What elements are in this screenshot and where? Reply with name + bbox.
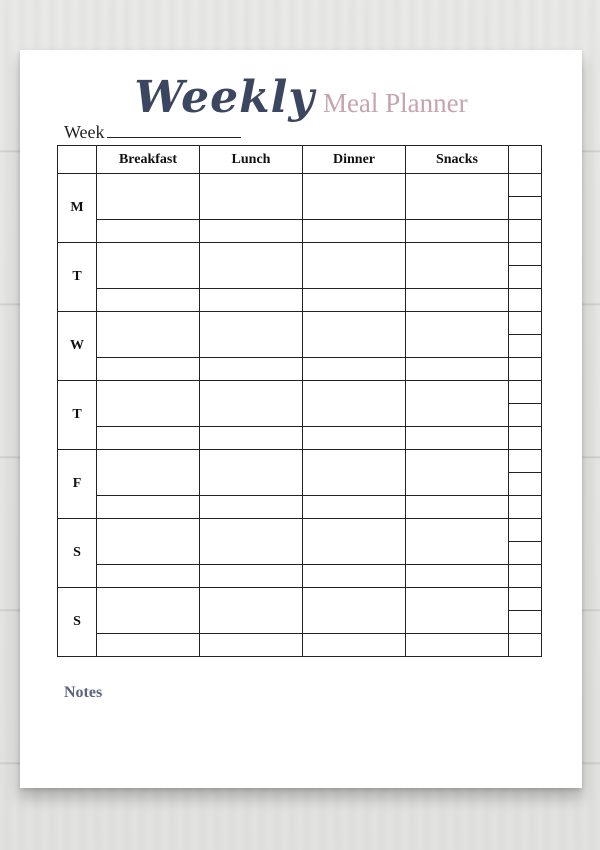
lunch-cell-lower[interactable] <box>200 427 303 450</box>
meal-grid <box>57 145 542 657</box>
day-label: M <box>58 174 97 243</box>
dinner-cell-lower[interactable] <box>303 358 406 381</box>
lunch-cell-lower[interactable] <box>200 565 303 588</box>
day-label: S <box>58 588 97 657</box>
check-cell[interactable] <box>509 220 542 243</box>
day-row-lower <box>58 565 542 588</box>
day-row-upper <box>58 174 542 197</box>
dinner-cell-upper[interactable] <box>303 312 406 358</box>
breakfast-cell-upper[interactable] <box>97 174 200 220</box>
planner-title <box>20 72 582 123</box>
day-row-lower <box>58 634 542 657</box>
lunch-cell-lower[interactable] <box>200 496 303 519</box>
check-cell[interactable] <box>509 496 542 519</box>
check-cell[interactable] <box>509 381 542 404</box>
snacks-cell-upper[interactable] <box>406 174 509 220</box>
day-label: W <box>58 312 97 381</box>
check-cell[interactable] <box>509 335 542 358</box>
dinner-cell-lower[interactable] <box>303 289 406 312</box>
day-row-lower <box>58 496 542 519</box>
day-row-upper <box>58 381 542 404</box>
col-header-breakfast: Breakfast <box>97 146 200 174</box>
dinner-cell-lower[interactable] <box>303 634 406 657</box>
dinner-cell-upper[interactable] <box>303 450 406 496</box>
dinner-cell-lower[interactable] <box>303 565 406 588</box>
day-row-lower <box>58 289 542 312</box>
lunch-cell-upper[interactable] <box>200 381 303 427</box>
col-header-lunch: Lunch <box>200 146 303 174</box>
check-cell[interactable] <box>509 197 542 220</box>
lunch-cell-lower[interactable] <box>200 358 303 381</box>
check-cell[interactable] <box>509 611 542 634</box>
breakfast-cell-upper[interactable] <box>97 243 200 289</box>
day-label: F <box>58 450 97 519</box>
breakfast-cell-upper[interactable] <box>97 519 200 565</box>
check-cell[interactable] <box>509 266 542 289</box>
breakfast-cell-upper[interactable] <box>97 381 200 427</box>
check-cell[interactable] <box>509 519 542 542</box>
day-row-lower <box>58 427 542 450</box>
breakfast-cell-lower[interactable] <box>97 358 200 381</box>
snacks-cell-lower[interactable] <box>406 496 509 519</box>
lunch-cell-upper[interactable] <box>200 519 303 565</box>
snacks-cell-upper[interactable] <box>406 450 509 496</box>
lunch-cell-upper[interactable] <box>200 312 303 358</box>
lunch-cell-upper[interactable] <box>200 450 303 496</box>
breakfast-cell-upper[interactable] <box>97 450 200 496</box>
col-header-check <box>509 146 542 174</box>
snacks-cell-lower[interactable] <box>406 427 509 450</box>
check-cell[interactable] <box>509 542 542 565</box>
dinner-cell-upper[interactable] <box>303 588 406 634</box>
day-label: S <box>58 519 97 588</box>
day-label: T <box>58 381 97 450</box>
week-label: Week <box>64 122 105 142</box>
day-label: T <box>58 243 97 312</box>
breakfast-cell-lower[interactable] <box>97 427 200 450</box>
breakfast-cell-upper[interactable] <box>97 588 200 634</box>
snacks-cell-upper[interactable] <box>406 243 509 289</box>
day-row-lower <box>58 358 542 381</box>
day-row-upper <box>58 450 542 473</box>
day-row-upper <box>58 519 542 542</box>
snacks-cell-lower[interactable] <box>406 634 509 657</box>
check-cell[interactable] <box>509 450 542 473</box>
breakfast-cell-lower[interactable] <box>97 289 200 312</box>
day-row-upper <box>58 588 542 611</box>
lunch-cell-lower[interactable] <box>200 634 303 657</box>
planner-sheet <box>20 50 582 788</box>
dinner-cell-upper[interactable] <box>303 519 406 565</box>
check-cell[interactable] <box>509 312 542 335</box>
lunch-cell-lower[interactable] <box>200 289 303 312</box>
snacks-cell-lower[interactable] <box>406 565 509 588</box>
check-cell[interactable] <box>509 565 542 588</box>
dinner-cell-upper[interactable] <box>303 174 406 220</box>
snacks-cell-upper[interactable] <box>406 588 509 634</box>
lunch-cell-lower[interactable] <box>200 220 303 243</box>
check-cell[interactable] <box>509 427 542 450</box>
breakfast-cell-lower[interactable] <box>97 496 200 519</box>
dinner-cell-upper[interactable] <box>303 381 406 427</box>
snacks-cell-lower[interactable] <box>406 220 509 243</box>
title-weekly: Weekly <box>134 72 315 123</box>
check-cell[interactable] <box>509 243 542 266</box>
breakfast-cell-lower[interactable] <box>97 565 200 588</box>
day-row-lower <box>58 220 542 243</box>
week-blank-line[interactable] <box>107 123 241 138</box>
check-cell[interactable] <box>509 404 542 427</box>
dinner-cell-lower[interactable] <box>303 427 406 450</box>
grid-body <box>58 174 542 657</box>
check-cell[interactable] <box>509 174 542 197</box>
day-row-upper <box>58 312 542 335</box>
snacks-cell-lower[interactable] <box>406 289 509 312</box>
check-cell[interactable] <box>509 473 542 496</box>
snacks-cell-upper[interactable] <box>406 519 509 565</box>
dinner-cell-lower[interactable] <box>303 496 406 519</box>
week-field <box>64 122 241 143</box>
title-meal-planner: Meal Planner <box>322 88 468 118</box>
breakfast-cell-lower[interactable] <box>97 220 200 243</box>
breakfast-cell-upper[interactable] <box>97 312 200 358</box>
check-cell[interactable] <box>509 634 542 657</box>
notes-label: Notes <box>64 684 103 701</box>
lunch-cell-upper[interactable] <box>200 174 303 220</box>
header-row <box>58 146 542 174</box>
breakfast-cell-lower[interactable] <box>97 634 200 657</box>
check-cell[interactable] <box>509 358 542 381</box>
snacks-cell-upper[interactable] <box>406 312 509 358</box>
lunch-cell-upper[interactable] <box>200 588 303 634</box>
check-cell[interactable] <box>509 289 542 312</box>
dinner-cell-lower[interactable] <box>303 220 406 243</box>
col-header-dinner: Dinner <box>303 146 406 174</box>
dinner-cell-upper[interactable] <box>303 243 406 289</box>
snacks-cell-lower[interactable] <box>406 358 509 381</box>
corner-cell <box>58 146 97 174</box>
lunch-cell-upper[interactable] <box>200 243 303 289</box>
check-cell[interactable] <box>509 588 542 611</box>
day-row-upper <box>58 243 542 266</box>
col-header-snacks: Snacks <box>406 146 509 174</box>
snacks-cell-upper[interactable] <box>406 381 509 427</box>
